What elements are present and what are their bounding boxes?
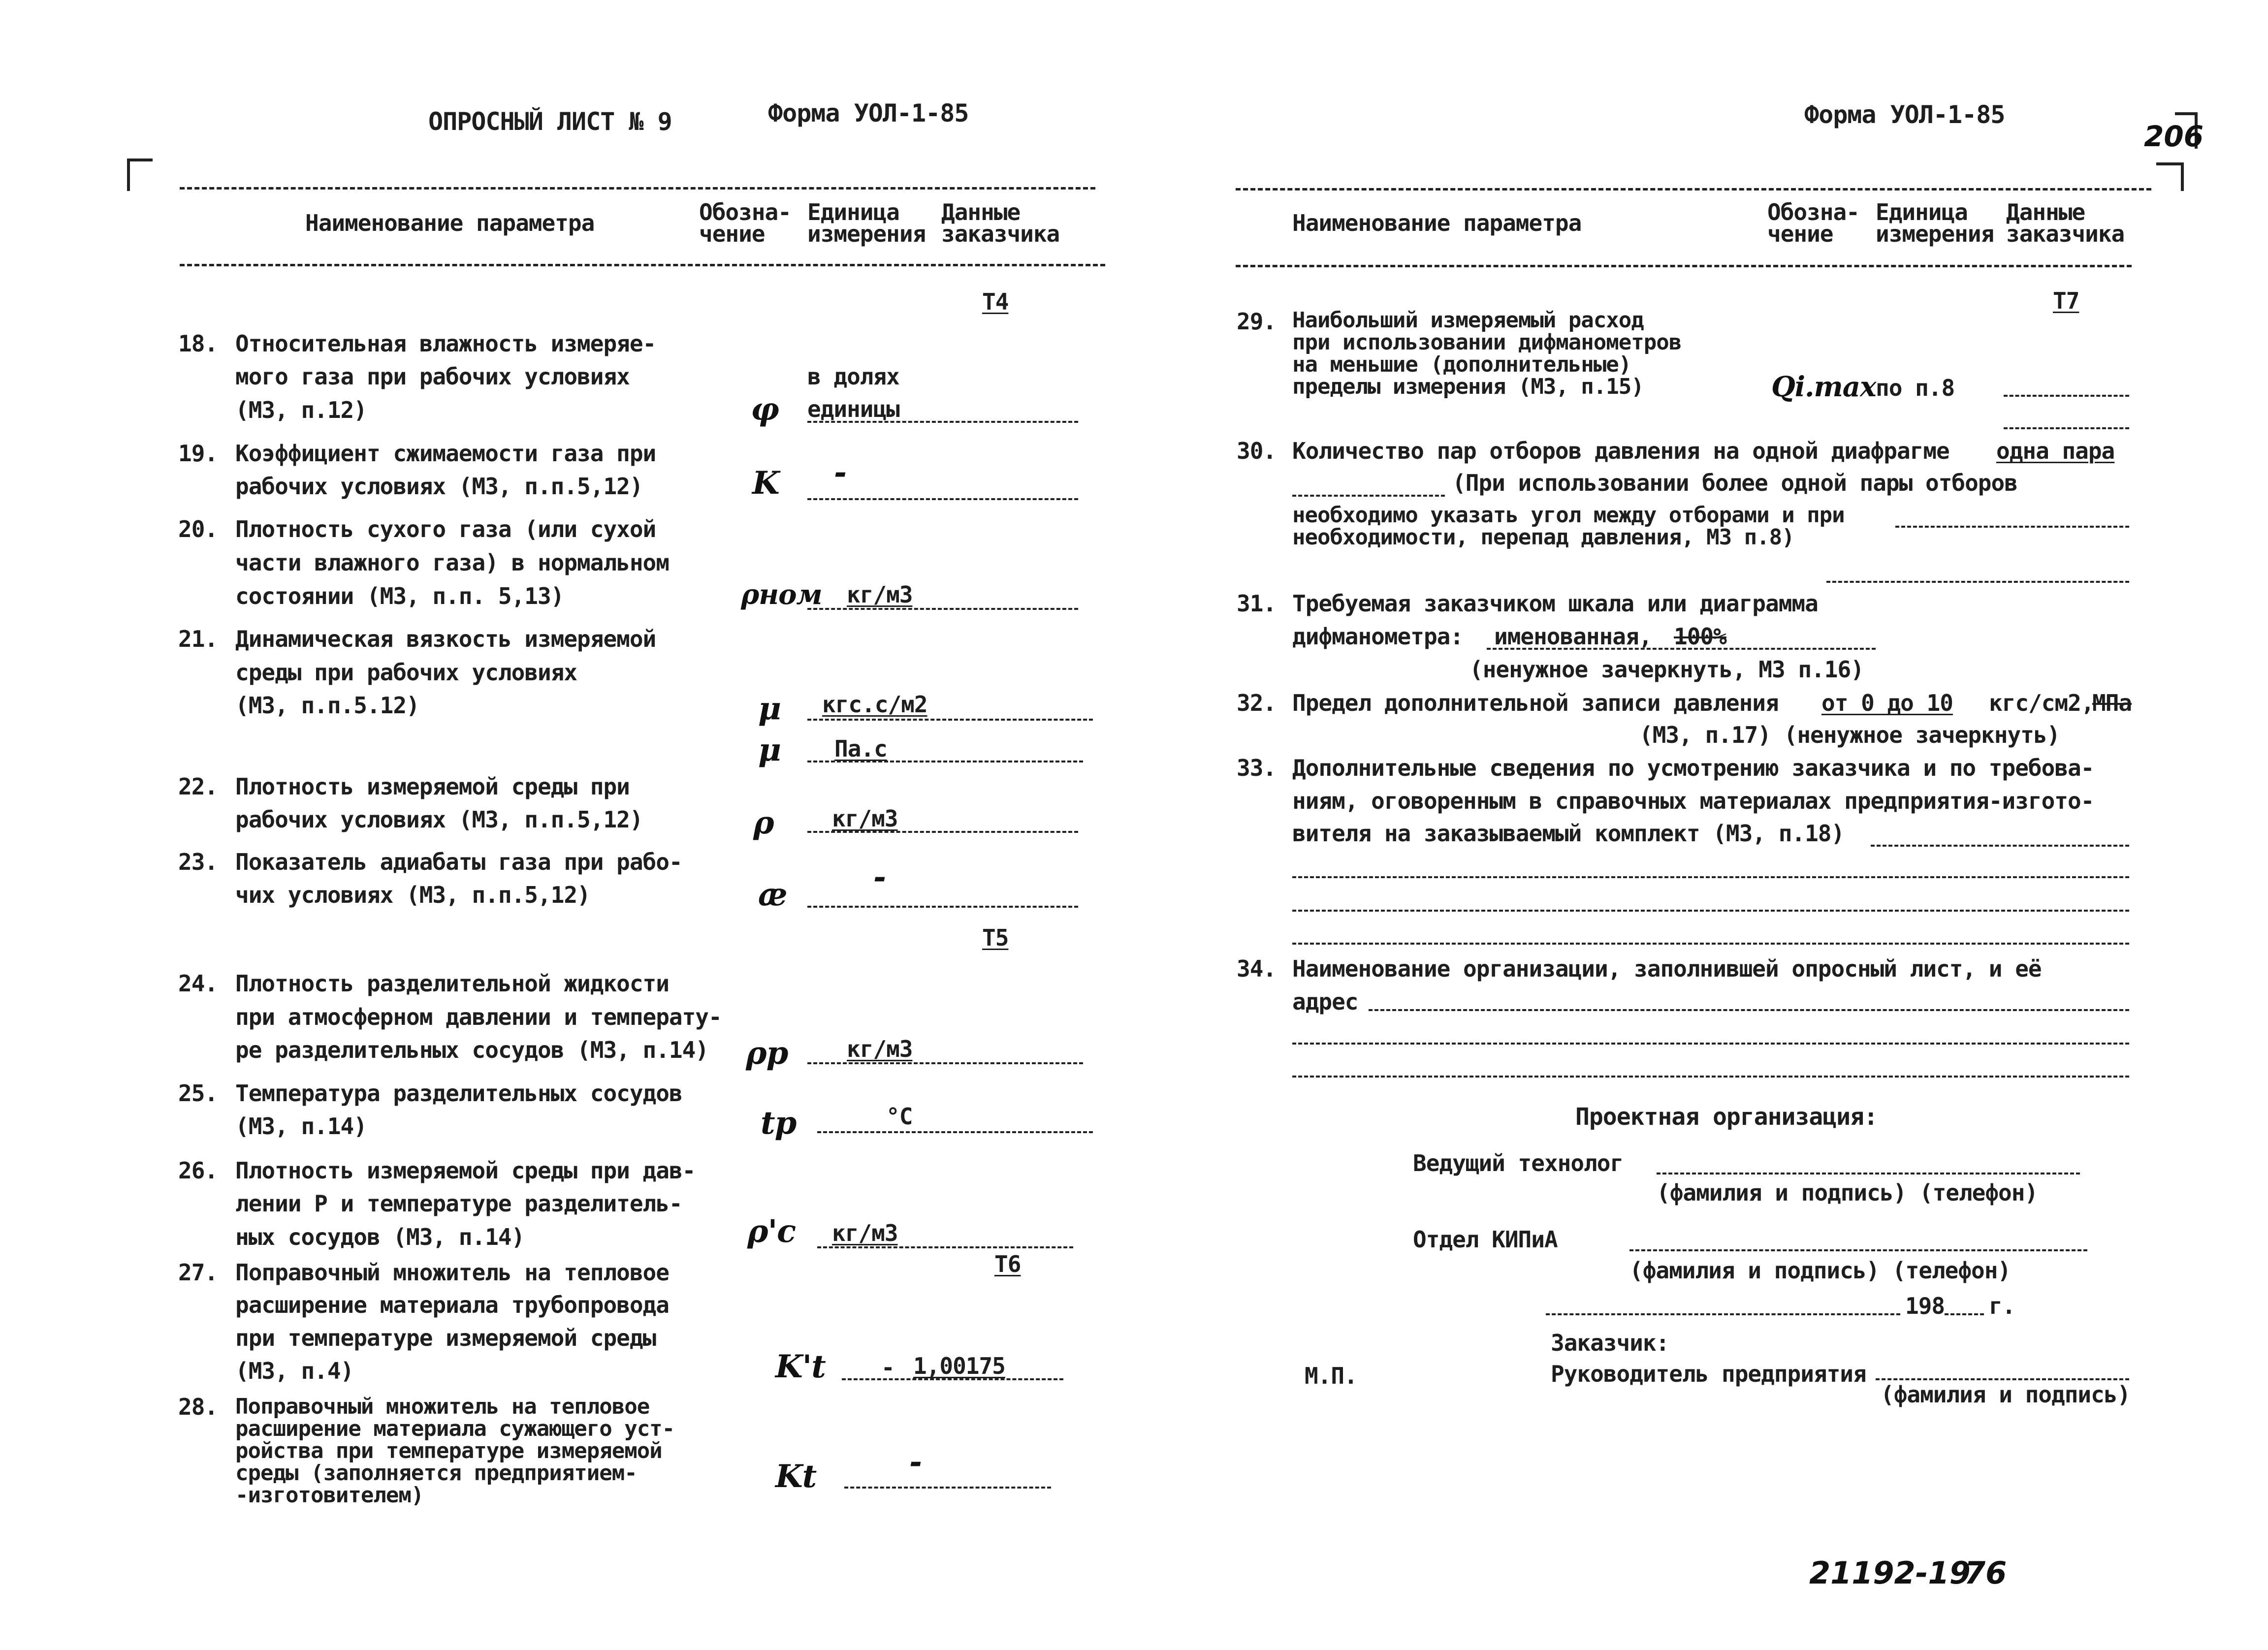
item-text: Показатель адиабаты газа при рабо- (235, 849, 682, 875)
customer-data-field[interactable] (1895, 526, 2129, 528)
column-unit-left-1: Единица (807, 199, 899, 225)
signature-caption: (фамилия и подпись) (1881, 1381, 2131, 1408)
symbol-k: K (752, 465, 779, 502)
item-number: 31. (1237, 590, 1277, 617)
item-text: мого газа при рабочих условиях (235, 363, 630, 390)
item-number: 18. (178, 330, 218, 357)
corner-mark-right (2156, 162, 2184, 191)
unit-label: кгс/см2, (1989, 690, 2094, 716)
customer-data-field[interactable] (807, 608, 1078, 610)
customer-data-field[interactable] (1292, 943, 2129, 945)
customer-data-field[interactable] (807, 421, 1078, 423)
unit-label: кгс.с/м2 (822, 691, 927, 718)
item-number: 25. (178, 1080, 218, 1107)
item-text: расширение материала сужающего уст- (235, 1416, 675, 1441)
item-text: среды при рабочих условиях (235, 659, 577, 686)
column-symbol-left-2: чение (699, 221, 765, 247)
table-rule-top-left (180, 187, 1095, 190)
unit-label: Па.с (834, 735, 887, 762)
item-text: при использовании дифманометров (1292, 330, 1682, 355)
dept-label: Отдел КИПиА (1413, 1226, 1558, 1253)
customer-value: 1,00175 (913, 1353, 1005, 1379)
item-text: ниям, оговоренным в справочных материалах предприятия-изгото- (1292, 788, 2094, 814)
item-number: 34. (1237, 955, 1277, 982)
item-text: Наименование организации, заполнившей опросный лист, и её (1292, 955, 2042, 982)
item-text: -изготовителем) (235, 1483, 424, 1508)
document-code: 21192-19 (1809, 1555, 1971, 1591)
item-number: 30. (1237, 438, 1277, 464)
item-text: Наибольший измеряемый расход (1292, 308, 1644, 333)
customer-data-field[interactable] (807, 831, 1078, 833)
item-text: ных сосудов (МЗ, п.14) (235, 1224, 525, 1250)
page-number-footer: 76 (1964, 1555, 2007, 1591)
page-number: 206 (2144, 120, 2204, 153)
lead-technologist-label: Ведущий технолог (1413, 1150, 1624, 1176)
customer-data-field[interactable] (817, 1246, 1073, 1248)
item-text: на меньшие (дополнительные) (1292, 352, 1631, 377)
item-text: расширение материала трубопровода (235, 1292, 669, 1318)
corner-mark-left (127, 159, 153, 191)
item-text: состоянии (МЗ, п.п. 5,13) (235, 583, 564, 609)
customer-data-field[interactable] (1871, 845, 2129, 847)
item-text: лении Р и температуре разделитель- (235, 1190, 682, 1217)
table-rule-top-right (1236, 188, 2151, 190)
item-text: (МЗ, п.14) (235, 1113, 367, 1140)
column-symbol-right-1: Обозна- (1767, 199, 1859, 225)
item-text: необходимо указать угол между отборами и при (1292, 503, 1845, 528)
unit-label: кг/м3 (847, 1036, 913, 1062)
item-text: при температуре измеряемой среды (235, 1325, 656, 1351)
column-symbol-right-2: чение (1767, 221, 1833, 247)
column-customer-left-1: Данные (941, 199, 1021, 225)
design-org-label: Проектная организация: (1575, 1103, 1878, 1131)
item-text: вителя на заказываемый комплект (МЗ, п.18) (1292, 820, 1845, 847)
item-number: 22. (178, 773, 218, 800)
column-unit-left-2: измерения (807, 221, 926, 247)
handwritten-value: - (874, 859, 887, 895)
item-text: ре разделительных сосудов (МЗ, п.14) (235, 1037, 708, 1063)
customer-value: от 0 до 10 (1821, 690, 1953, 716)
customer-data-field[interactable] (2004, 427, 2129, 429)
customer-data-field[interactable] (1292, 910, 2129, 912)
symbol-k-t-prime: K't (775, 1348, 826, 1385)
item-number: 28. (178, 1394, 218, 1420)
signature-field[interactable] (1629, 1249, 2087, 1251)
item-text: чих условиях (МЗ, п.п.5,12) (235, 882, 590, 908)
symbol-mu: μ (758, 690, 781, 727)
table-rule-bottom-right (1236, 265, 2132, 267)
item-number: 19. (178, 440, 218, 467)
item-number: 32. (1237, 690, 1277, 716)
signature-caption: (фамилия и подпись) (телефон) (1657, 1179, 2038, 1206)
customer-data-field[interactable] (1292, 876, 2129, 878)
customer-data-field[interactable] (807, 906, 1078, 908)
item-number: 21. (178, 626, 218, 652)
unit-label: по п.8 (1876, 375, 1955, 401)
customer-data-field[interactable] (1487, 648, 1876, 650)
item-text: адрес (1292, 988, 1358, 1015)
item-text: Коэффициент сжимаемости газа при (235, 440, 656, 467)
item-number: 26. (178, 1157, 218, 1184)
item-text: Количество пар отборов давления на одной диафрагме (1292, 438, 1949, 464)
customer-value: одна пара (1996, 438, 2115, 464)
signature-field[interactable] (1657, 1173, 2080, 1174)
year-suffix: г. (1989, 1293, 2015, 1319)
unit-label: °C (886, 1103, 913, 1130)
symbol-k-t: Kt (775, 1458, 817, 1495)
symbol-rho: ρ (753, 804, 774, 841)
customer-label: Заказчик: (1551, 1330, 1669, 1356)
symbol-rho-nom: ρном (741, 578, 822, 611)
item-text: части влажного газа) в нормальном (235, 549, 669, 576)
item-note: (ненужное зачеркнуть, МЗ п.16) (1469, 656, 1864, 683)
handwritten-value: - (834, 455, 847, 491)
struck-unit: МПа (2092, 690, 2132, 716)
column-name-left: Наименование параметра (305, 210, 595, 236)
customer-data-field[interactable] (807, 1062, 1083, 1064)
item-text: Поправочный множитель на тепловое (235, 1259, 669, 1286)
symbol-phi: φ (751, 391, 779, 428)
symbol-mu: μ (758, 731, 781, 768)
item-text: необходимости, перепад давления, МЗ п.8) (1292, 525, 1794, 550)
form-label-left: Форма УОЛ-1-85 (768, 99, 969, 127)
customer-data-field[interactable] (807, 498, 1078, 500)
item-number: 20. (178, 516, 218, 542)
symbol-q-max: Qi.max (1771, 371, 1876, 403)
item-text: (При использовании более одной пары отборов (1452, 470, 2017, 496)
item-text: ройства при температуре измеряемой (235, 1438, 662, 1463)
struck-value: 100% (1674, 623, 1726, 650)
symbol-rho-c: ρ'с (747, 1213, 796, 1250)
item-text: (МЗ, п.п.5.12) (235, 692, 419, 719)
symbol-t-p: tр (761, 1105, 797, 1142)
table-rule-bottom-left (180, 264, 1105, 266)
director-label: Руководитель предприятия (1551, 1361, 1866, 1387)
customer-data-field[interactable] (2004, 395, 2129, 397)
item-text: Поправочный множитель на тепловое (235, 1394, 650, 1419)
item-text: рабочих условиях (МЗ, п.п.5,12) (235, 806, 643, 833)
section-marker-t7: Т7 (2053, 287, 2079, 314)
item-number: 27. (178, 1259, 218, 1286)
unit-label: кг/м3 (847, 581, 913, 608)
date-field[interactable] (1945, 1313, 1984, 1315)
signature-caption: (фамилия и подпись) (телефон) (1629, 1257, 2011, 1284)
item-number: 24. (178, 970, 218, 997)
symbol-rho-p: ρр (746, 1035, 788, 1072)
item-text: при атмосферном давлении и температу- (235, 1004, 722, 1030)
item-number: 23. (178, 849, 218, 875)
customer-data-field[interactable] (842, 1378, 1063, 1380)
item-text: Плотность измеряемой среды при (235, 773, 630, 800)
date-field[interactable] (1546, 1313, 1900, 1315)
unit-label: кг/м3 (832, 1220, 898, 1246)
customer-data-field[interactable] (1292, 495, 1445, 497)
customer-data-field[interactable] (1292, 1043, 2129, 1045)
item-text: Температура разделительных сосудов (235, 1080, 682, 1107)
value-dash: - (881, 1354, 894, 1381)
customer-value: именованная, (1494, 623, 1652, 650)
item-text: рабочих условиях (МЗ, п.п.5,12) (235, 473, 643, 500)
item-text: Плотность сухого газа (или сухой (235, 516, 656, 542)
column-customer-right-1: Данные (2006, 199, 2085, 225)
form-label-right: Форма УОЛ-1-85 (1804, 100, 2005, 129)
customer-data-field[interactable] (1369, 1009, 2129, 1011)
section-marker-t4: Т4 (982, 288, 1009, 315)
customer-data-field[interactable] (807, 761, 1083, 762)
signature-field[interactable] (1876, 1378, 2129, 1380)
unit-label: единицы (807, 396, 899, 422)
column-name-right: Наименование параметра (1292, 210, 1582, 236)
stamp-label: М.П. (1305, 1363, 1357, 1389)
item-text: Требуемая заказчиком шкала или диаграмма (1292, 590, 1818, 617)
item-note: (МЗ, п.17) (ненужное зачеркнуть) (1639, 722, 2060, 748)
item-text: Динамическая вязкость измеряемой (235, 626, 656, 652)
column-unit-right-2: измерения (1876, 221, 1994, 247)
item-text: (МЗ, п.12) (235, 397, 367, 423)
item-text: Предел дополнительной записи давления (1292, 690, 1779, 716)
item-text: среды (заполняется предприятием- (235, 1460, 637, 1486)
column-customer-left-2: заказчика (941, 221, 1060, 247)
column-customer-right-2: заказчика (2006, 221, 2125, 247)
item-number: 33. (1237, 755, 1277, 781)
handwritten-value: - (910, 1444, 923, 1480)
item-text: Плотность разделительной жидкости (235, 970, 669, 997)
item-text: (МЗ, п.4) (235, 1358, 354, 1384)
unit-label: в долях (807, 363, 899, 390)
column-symbol-left-1: Обозна- (699, 199, 791, 225)
section-marker-t6: Т6 (994, 1251, 1021, 1277)
section-marker-t5: Т5 (982, 924, 1009, 951)
item-text: Дополнительные сведения по усмотрению заказчика и по требова- (1292, 755, 2094, 781)
customer-data-field[interactable] (1826, 581, 2129, 583)
column-unit-right-1: Единица (1876, 199, 1968, 225)
year-label: 198 (1905, 1293, 1945, 1319)
item-number: 29. (1237, 308, 1277, 335)
symbol-kappa: æ (758, 876, 787, 913)
customer-data-field[interactable] (1292, 1076, 2129, 1078)
item-text: дифманометра: (1292, 623, 1464, 650)
unit-label: кг/м3 (832, 805, 898, 832)
item-text: пределы измерения (МЗ, п.15) (1292, 374, 1644, 399)
customer-data-field[interactable] (844, 1487, 1051, 1489)
item-text: Относительная влажность измеряе- (235, 330, 656, 357)
item-text: Плотность измеряемой среды при дав- (235, 1157, 696, 1184)
sheet-title: ОПРОСНЫЙ ЛИСТ № 9 (428, 107, 672, 136)
customer-data-field[interactable] (807, 719, 1093, 721)
customer-data-field[interactable] (817, 1131, 1093, 1133)
